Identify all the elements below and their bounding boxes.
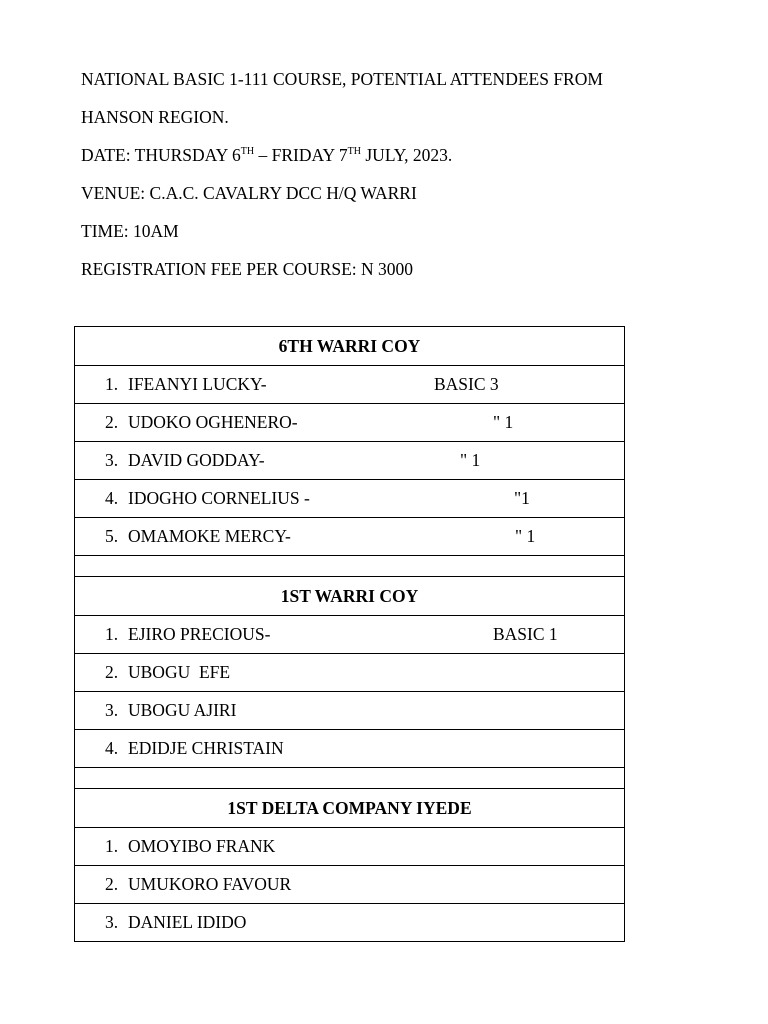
table-row	[75, 366, 625, 404]
row-number: 4.	[105, 738, 119, 758]
attendee-name: OMOYIBO FRANK	[128, 836, 276, 856]
attendee-name: UMUKORO FAVOUR	[128, 874, 292, 894]
table-row	[75, 866, 625, 904]
table-row	[75, 654, 625, 692]
table-row	[75, 828, 625, 866]
course-level: BASIC 1	[493, 624, 558, 644]
attendee-name: EJIRO PRECIOUS-	[128, 624, 271, 644]
venue-line: VENUE: C.A.C. CAVALRY DCC H/Q WARRI	[81, 183, 417, 203]
time-line: TIME: 10AM	[81, 221, 179, 241]
spacer-row	[75, 768, 625, 789]
table-row	[75, 480, 625, 518]
row-number: 2.	[105, 412, 119, 432]
row-number: 1.	[105, 836, 119, 856]
section-title: 6TH WARRI COY	[75, 327, 625, 366]
attendee-name: DANIEL IDIDO	[128, 912, 247, 932]
table-row	[75, 692, 625, 730]
fee-line: REGISTRATION FEE PER COURSE: N 3000	[81, 259, 414, 279]
date-middle: – FRIDAY 7	[254, 145, 348, 165]
table-row	[75, 442, 625, 480]
attendee-table	[74, 326, 625, 942]
spacer-row	[75, 556, 625, 577]
row-number: 5.	[105, 526, 119, 546]
title-line-2: HANSON REGION.	[81, 107, 229, 127]
section-header-row	[75, 327, 625, 366]
table-row	[75, 730, 625, 768]
table-row	[75, 518, 625, 556]
row-number: 1.	[105, 624, 119, 644]
course-level: " 1	[460, 450, 481, 470]
date-line	[81, 143, 741, 181]
course-level: " 1	[493, 412, 514, 432]
section-title: 1ST DELTA COMPANY IYEDE	[75, 789, 625, 828]
row-number: 2.	[105, 662, 119, 682]
attendee-name: IDOGHO CORNELIUS -	[128, 488, 310, 508]
row-number: 3.	[105, 912, 119, 932]
attendee-name: OMAMOKE MERCY-	[128, 526, 291, 546]
row-number: 2.	[105, 874, 119, 894]
row-number: 1.	[105, 374, 119, 394]
attendee-name: UBOGU EFE	[128, 662, 231, 682]
attendee-name: UBOGU AJIRI	[128, 700, 237, 720]
row-number: 3.	[105, 700, 119, 720]
attendee-name: IFEANYI LUCKY-	[128, 374, 267, 394]
date-suffix: JULY, 2023.	[361, 145, 453, 165]
attendee-name: UDOKO OGHENERO-	[128, 412, 298, 432]
section-title: 1ST WARRI COY	[75, 577, 625, 616]
row-number: 4.	[105, 488, 119, 508]
table-row	[75, 904, 625, 942]
attendee-name: DAVID GODDAY-	[128, 450, 265, 470]
course-level: BASIC 3	[434, 374, 499, 394]
date-ordinal-2: TH	[347, 146, 361, 157]
row-number: 3.	[105, 450, 119, 470]
title-line-1: NATIONAL BASIC 1-111 COURSE, POTENTIAL ATTENDEES FROM	[81, 69, 603, 89]
table-row	[75, 616, 625, 654]
attendee-name: EDIDJE CHRISTAIN	[128, 738, 284, 758]
date-prefix: DATE: THURSDAY 6	[81, 145, 241, 165]
section-header-row	[75, 789, 625, 828]
course-level: " 1	[515, 526, 536, 546]
course-level: "1	[514, 488, 530, 508]
table-row	[75, 404, 625, 442]
date-ordinal-1: TH	[240, 146, 255, 157]
document-header	[81, 67, 741, 295]
section-header-row	[75, 577, 625, 616]
